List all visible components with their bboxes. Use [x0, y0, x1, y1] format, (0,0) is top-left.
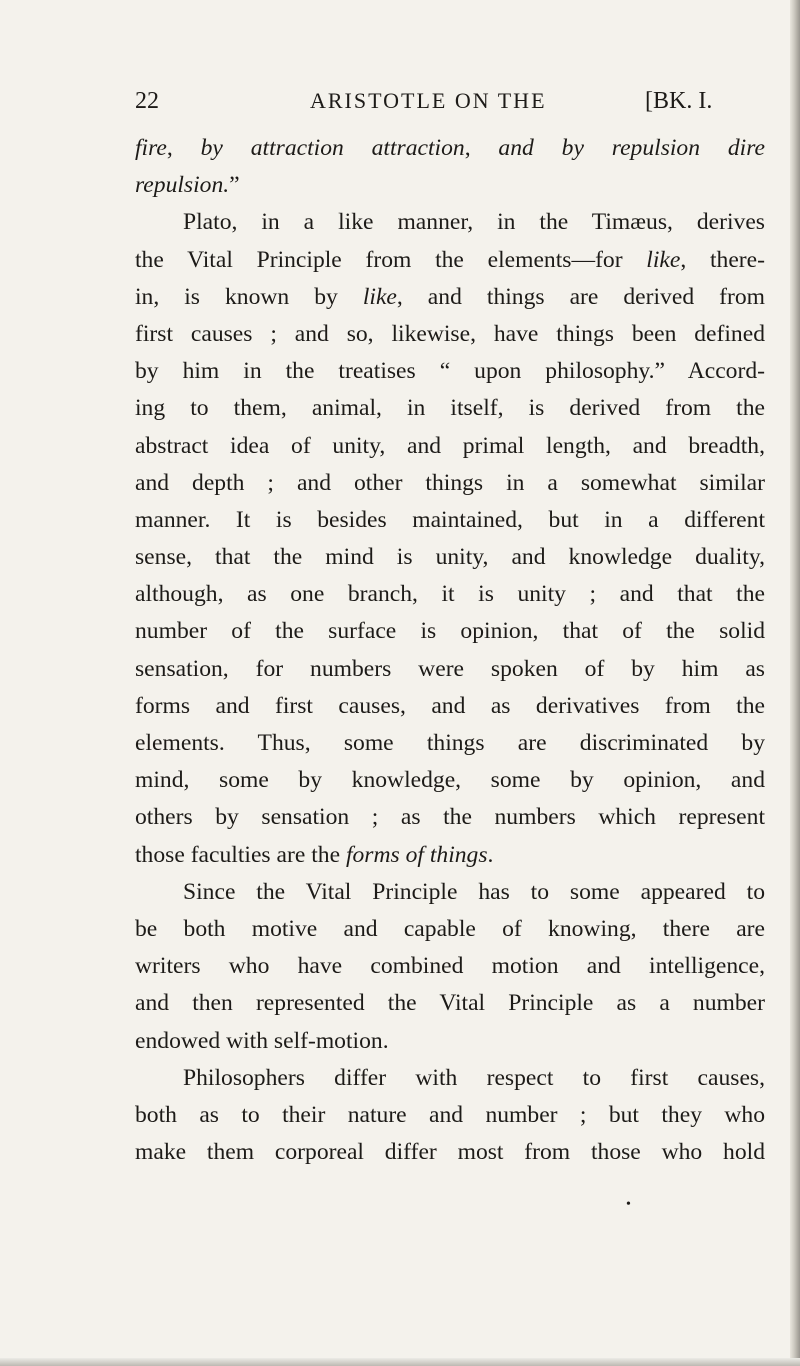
text-segment: ing to them, animal, in itself, is derived from the [135, 395, 765, 422]
page-number: 22 [135, 88, 159, 114]
text-segment: mind, some by knowledge, some by opinion, and [135, 767, 765, 794]
text-segment: and depth ; and other things in a somewhat similar [135, 469, 765, 496]
text-segment: like [362, 283, 397, 310]
text-line [135, 130, 765, 167]
text-line [135, 688, 765, 725]
text-segment: number of the surface is opinion, that of the solid [135, 618, 765, 645]
text-segment: although, as one branch, it is unity ; and that the [135, 581, 765, 608]
text-line [135, 1134, 765, 1171]
body-text [135, 130, 765, 1171]
text-segment: sense, that the mind is unity, and knowledge duality, [135, 544, 765, 571]
text-line [135, 837, 765, 874]
text-line [135, 502, 765, 539]
text-segment: like [646, 246, 681, 273]
text-line [135, 465, 765, 502]
text-segment: be both motive and capable of knowing, there are [135, 915, 765, 942]
text-segment: repulsion. [135, 172, 230, 199]
text-segment: by him in the treatises “ upon philosophy.” Accord- [135, 358, 765, 385]
page-edge-right [790, 0, 800, 1366]
text-line [135, 539, 765, 576]
text-segment: and by [498, 135, 584, 161]
text-line [135, 948, 765, 985]
text-line [135, 762, 765, 799]
running-section: [BK. I. [645, 88, 713, 114]
text-segment: others by sensation ; as the numbers which represent [135, 804, 765, 831]
text-segment [584, 135, 612, 161]
text-segment: the Vital Principle from the elements—for [135, 246, 647, 273]
text-segment: , there- [680, 246, 765, 273]
text-segment: . [487, 841, 494, 868]
running-header [135, 88, 765, 122]
text-line [135, 204, 765, 241]
page-edge-bottom [0, 1358, 800, 1366]
running-title: ARISTOTLE ON THE [310, 88, 547, 113]
text-segment: repulsion dire [611, 135, 765, 161]
text-segment: endowed with self-motion. [135, 1027, 389, 1054]
text-segment: writers who have combined motion and intelligence, [135, 953, 765, 980]
text-segment: sensation, for numbers were spoken of by him as [135, 655, 765, 682]
printer-mark: • [626, 1197, 631, 1212]
text-segment: first causes ; and so, likewise, have things been defined [135, 320, 765, 347]
text-segment: , [464, 135, 499, 161]
text-line [135, 390, 765, 427]
text-line [135, 1060, 765, 1097]
text-segment: Since the Vital Principle has to some appeared to [183, 878, 765, 905]
text-line [135, 576, 765, 613]
text-segment: manner. It is besides maintained, but in a different [135, 506, 765, 533]
text-line [135, 1023, 765, 1060]
text-segment: Plato, in a like manner, in the Timæus, derives [183, 209, 765, 236]
text-line [135, 279, 765, 316]
text-segment: both as to their nature and number ; but they who [135, 1101, 765, 1128]
text-segment: fire [135, 135, 167, 161]
text-line [135, 316, 765, 353]
text-segment: abstract idea of unity, and primal length, and breadth, [135, 432, 765, 459]
text-segment: Philosophers differ with respect to first causes, [183, 1064, 765, 1091]
text-line [135, 725, 765, 762]
text-line [135, 911, 765, 948]
text-segment: elements. Thus, some things are discriminated by [135, 730, 765, 756]
text-segment: , [166, 135, 201, 161]
text-segment: by attraction attraction [200, 135, 465, 161]
text-line [135, 242, 765, 279]
text-line [135, 651, 765, 688]
text-segment: those faculties are the [135, 841, 346, 868]
text-line [135, 874, 765, 911]
text-line [135, 167, 765, 204]
text-segment: forms and first causes, and as derivatives from the [135, 692, 765, 719]
text-line [135, 353, 765, 390]
text-line [135, 1097, 765, 1134]
text-segment: make them corporeal differ most from those who hold [135, 1139, 765, 1166]
text-segment: in, is known by [135, 283, 363, 310]
text-segment: forms of things [345, 841, 488, 868]
text-segment: and then represented the Vital Principle as a number [135, 990, 765, 1017]
text-line [135, 985, 765, 1022]
text-segment: ” [229, 172, 240, 199]
text-line [135, 799, 765, 836]
text-line [135, 613, 765, 650]
text-segment: , and things are derived from [396, 283, 765, 310]
text-line [135, 428, 765, 465]
